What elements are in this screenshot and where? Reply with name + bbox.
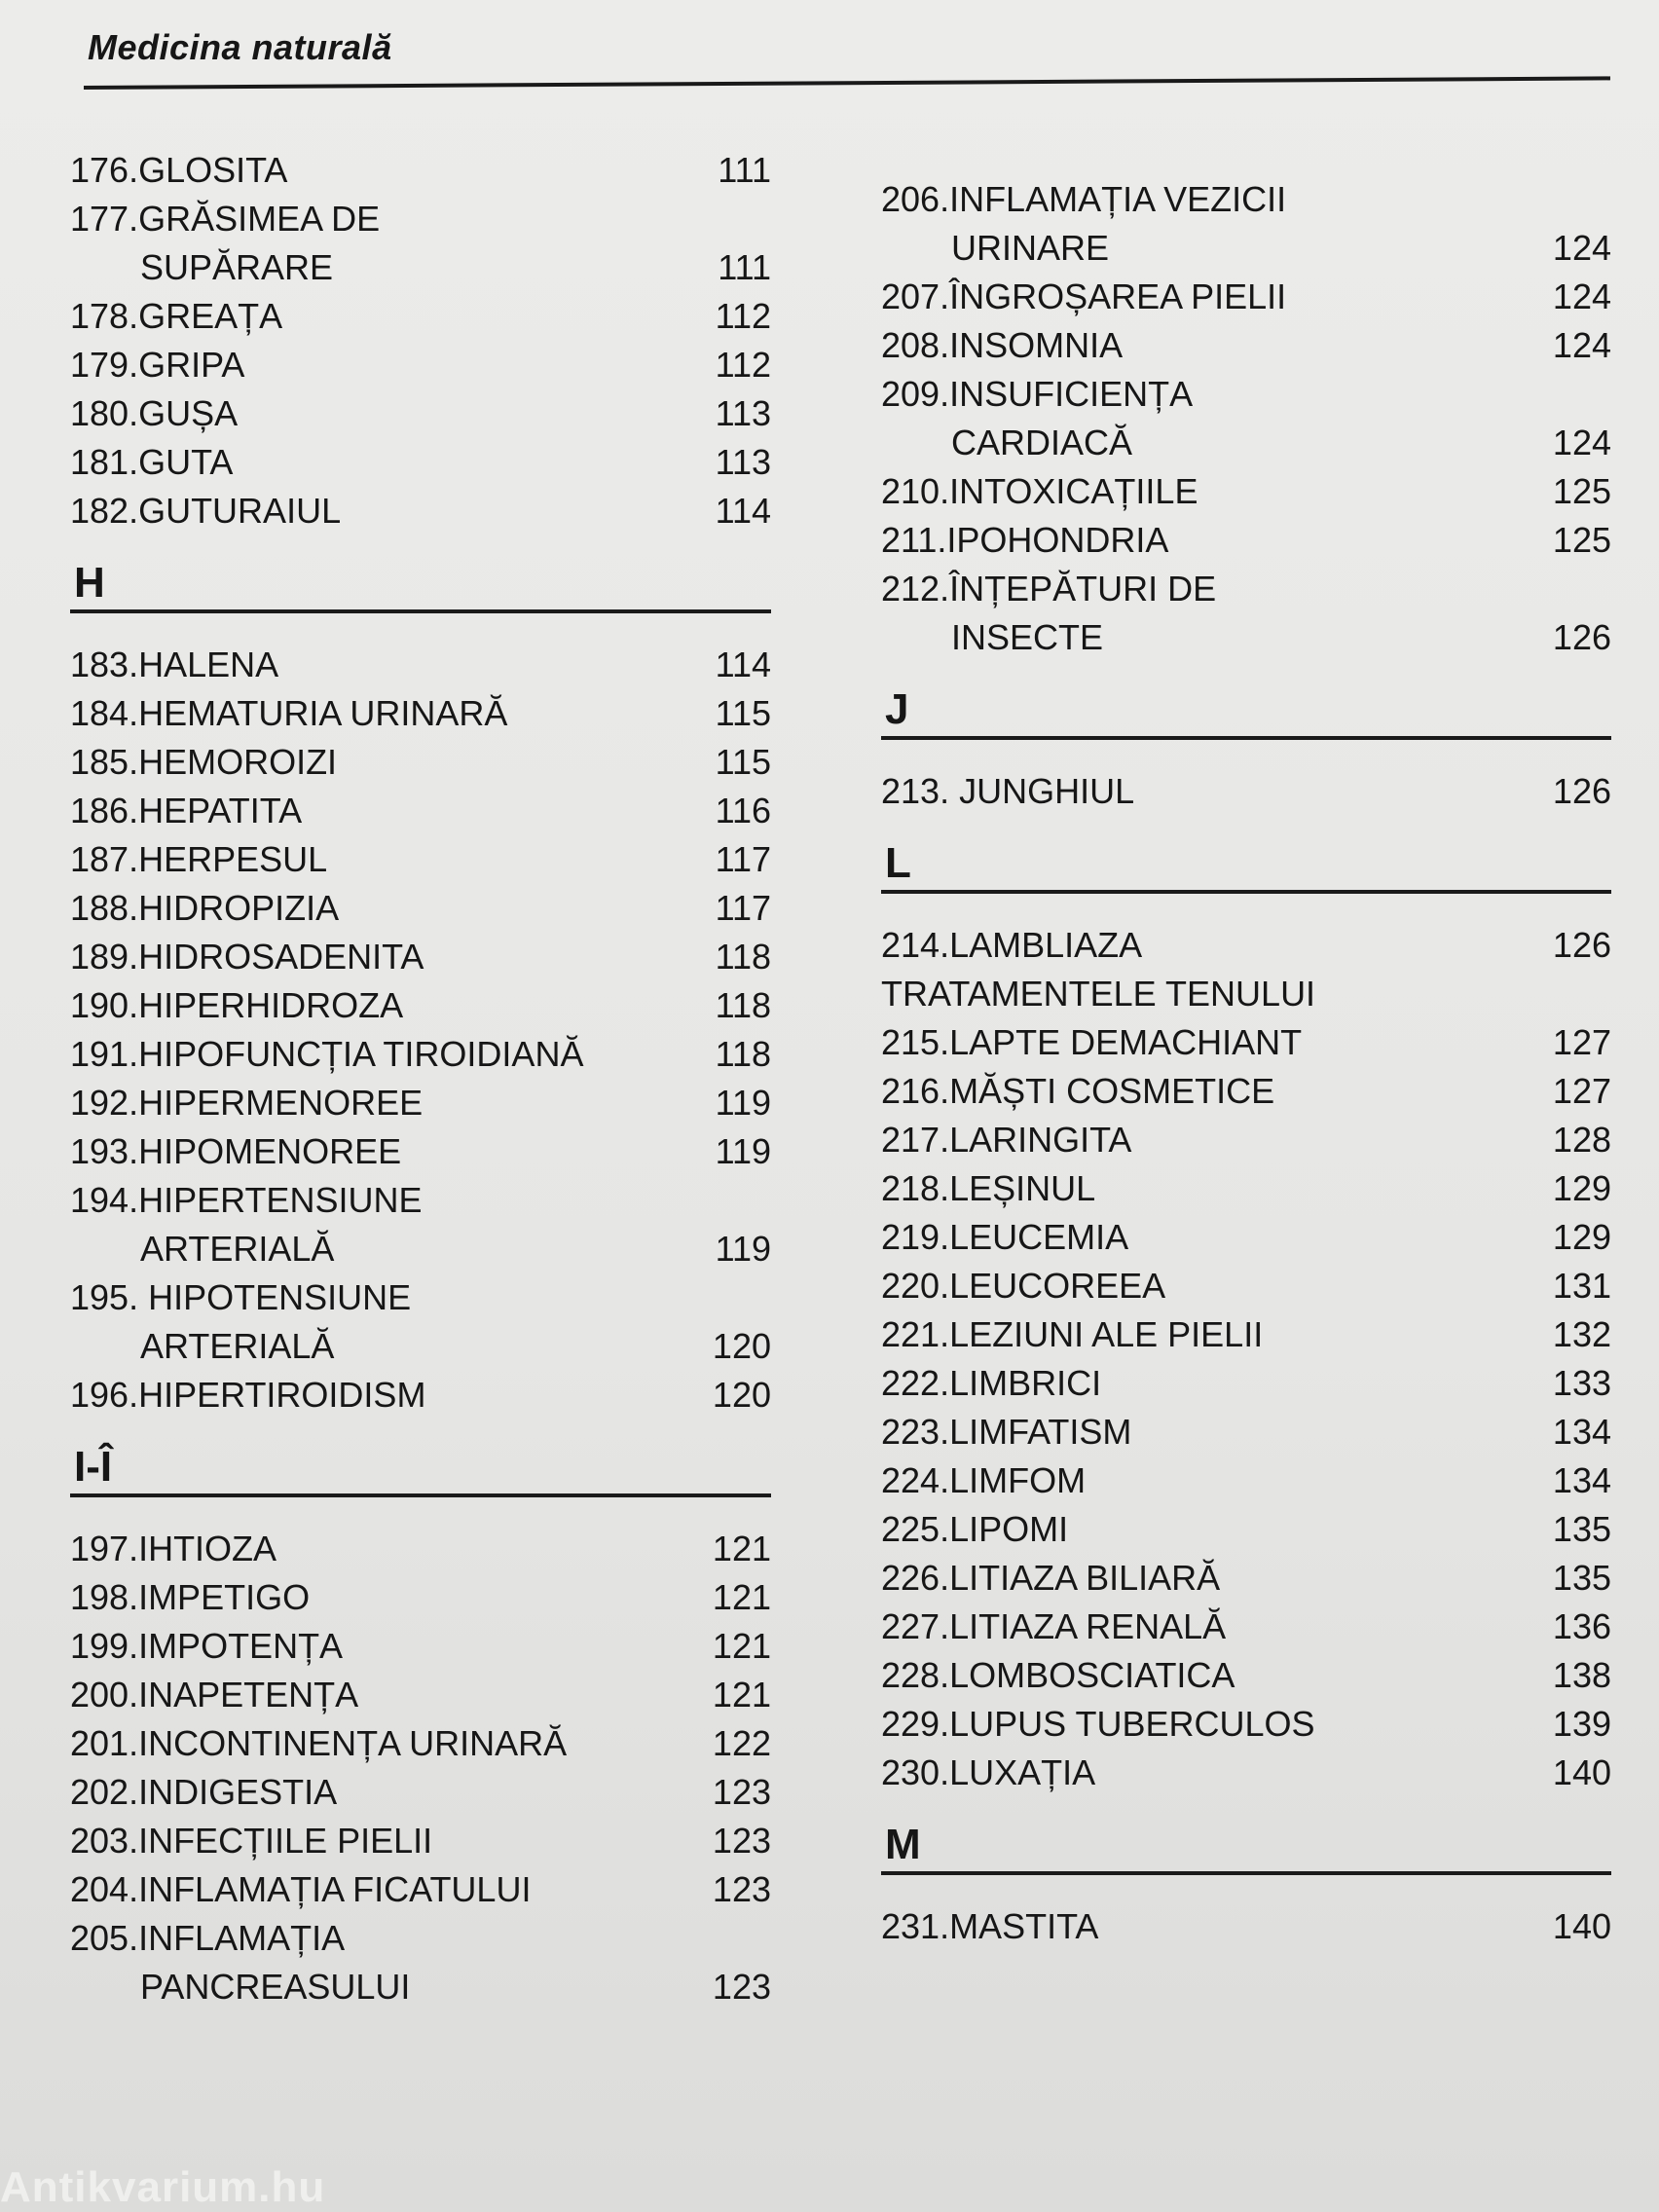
entry-title-continuation: PANCREASULUI xyxy=(140,1967,411,2007)
entry-title xyxy=(881,1700,1541,1749)
entry-page-number: 123 xyxy=(712,1869,771,1909)
entry-title-line: 220.LEUCOREEA xyxy=(881,1266,1166,1306)
entry-title-line: 185.HEMOROIZI xyxy=(70,742,338,782)
index-entry xyxy=(70,1273,771,1371)
section-heading: I-Î xyxy=(70,1419,771,1497)
index-entry xyxy=(881,1505,1611,1554)
entry-page-number: 121 xyxy=(712,1577,771,1617)
entry-title-line: 197.IHTIOZA xyxy=(70,1529,277,1568)
entry-page-number: 121 xyxy=(712,1529,771,1568)
entry-page-number: 119 xyxy=(715,1131,771,1171)
entry-title xyxy=(70,195,706,292)
entry-title xyxy=(881,1262,1541,1310)
index-column-left xyxy=(70,146,771,2011)
entry-page-number: 111 xyxy=(718,247,771,287)
index-entry xyxy=(881,1116,1611,1164)
index-entry xyxy=(70,1622,771,1671)
index-entry xyxy=(70,1127,771,1176)
index-entry xyxy=(881,1213,1611,1262)
index-entry xyxy=(881,321,1611,370)
entry-title xyxy=(70,1176,704,1273)
entry-page-number: 111 xyxy=(718,150,771,190)
entry-title xyxy=(881,565,1541,662)
entry-page-number: 134 xyxy=(1552,1460,1611,1500)
entry-page-number: 121 xyxy=(712,1675,771,1714)
entry-title-line: 221.LEZIUNI ALE PIELII xyxy=(881,1314,1264,1354)
entry-title-line: 224.LIMFOM xyxy=(881,1460,1087,1500)
index-entry xyxy=(881,516,1611,565)
entry-page-number: 117 xyxy=(715,839,771,879)
entry-title xyxy=(70,1622,701,1671)
entry-page-number: 112 xyxy=(715,296,771,336)
index-entry xyxy=(70,1079,771,1127)
entry-title xyxy=(881,1213,1541,1262)
entry-title xyxy=(881,1603,1541,1651)
entry-title xyxy=(881,1164,1541,1213)
entry-title xyxy=(881,1651,1541,1700)
entry-title-line: 198.IMPETIGO xyxy=(70,1577,311,1617)
entry-title xyxy=(70,1719,701,1768)
index-entry xyxy=(70,146,771,195)
entry-title xyxy=(70,933,704,981)
entry-title xyxy=(881,1310,1541,1359)
entry-page-number: 124 xyxy=(1552,228,1611,268)
index-entry xyxy=(70,438,771,487)
entry-title xyxy=(881,970,1600,1018)
entry-page-number: 118 xyxy=(715,937,771,977)
entry-page-number: 120 xyxy=(712,1375,771,1415)
entry-title xyxy=(70,1079,704,1127)
entry-title xyxy=(70,1671,701,1719)
entry-title-line: 228.LOMBOSCIATICA xyxy=(881,1655,1235,1695)
entry-title-line: 182.GUTURAIUL xyxy=(70,491,342,531)
entry-title-line: 206.INFLAMAȚIA VEZICII xyxy=(881,179,1287,219)
entry-page-number: 124 xyxy=(1552,276,1611,316)
entry-title-line: 195. HIPOTENSIUNE xyxy=(70,1277,412,1317)
index-entry xyxy=(881,175,1611,273)
entry-title-continuation: ARTERIALĂ xyxy=(140,1326,335,1366)
entry-title-line: 188.HIDROPIZIA xyxy=(70,888,340,928)
entry-title-line: 191.HIPOFUNCȚIA TIROIDIANĂ xyxy=(70,1034,584,1074)
entry-page-number: 112 xyxy=(715,345,771,385)
index-entry xyxy=(881,565,1611,662)
entry-title-line: 179.GRIPA xyxy=(70,345,245,385)
entry-title xyxy=(70,1573,701,1622)
entry-title xyxy=(881,370,1541,467)
entry-title-line: 199.IMPOTENȚA xyxy=(70,1626,344,1666)
entry-title-line: 180.GUȘA xyxy=(70,393,239,433)
entry-page-number: 132 xyxy=(1552,1314,1611,1354)
index-entry xyxy=(881,1700,1611,1749)
entry-title-line: 183.HALENA xyxy=(70,645,279,684)
entry-title-line: 225.LIPOMI xyxy=(881,1509,1069,1549)
entry-title xyxy=(70,787,704,835)
entry-page-number: 117 xyxy=(715,888,771,928)
entry-page-number: 119 xyxy=(715,1229,771,1269)
entry-title-line: 177.GRĂSIMEA DE xyxy=(70,199,381,239)
entry-page-number: 129 xyxy=(1552,1168,1611,1208)
entry-title-line: 212.ÎNȚEPĂTURI DE xyxy=(881,569,1217,608)
index-entry xyxy=(70,884,771,933)
entry-title-line: 189.HIDROSADENITA xyxy=(70,937,424,977)
index-entry xyxy=(70,738,771,787)
index-entry xyxy=(70,195,771,292)
entry-page-number: 125 xyxy=(1552,471,1611,511)
entry-title-line: 230.LUXAȚIA xyxy=(881,1752,1096,1792)
entry-title xyxy=(881,1408,1541,1456)
index-entry xyxy=(70,689,771,738)
index-entry xyxy=(881,1067,1611,1116)
index-entry xyxy=(70,1817,771,1865)
entry-page-number: 126 xyxy=(1552,771,1611,811)
entry-title-line: 211.IPOHONDRIA xyxy=(881,520,1169,560)
entry-page-number: 115 xyxy=(715,742,771,782)
section-heading: J xyxy=(881,662,1611,740)
entry-title-line: 205.INFLAMAȚIA xyxy=(70,1918,346,1958)
entry-title-continuation: SUPĂRARE xyxy=(140,247,334,287)
index-entry xyxy=(881,1902,1611,1951)
entry-title-line: 208.INSOMNIA xyxy=(881,325,1124,365)
entry-title xyxy=(881,1116,1541,1164)
index-entry xyxy=(881,1603,1611,1651)
entry-page-number: 123 xyxy=(712,1821,771,1861)
entry-page-number: 138 xyxy=(1552,1655,1611,1695)
entry-title-continuation: URINARE xyxy=(951,228,1110,268)
entry-page-number: 115 xyxy=(715,693,771,733)
index-entry xyxy=(70,389,771,438)
entry-title-line: 226.LITIAZA BILIARĂ xyxy=(881,1558,1221,1598)
entry-page-number: 124 xyxy=(1552,325,1611,365)
index-entry xyxy=(881,970,1611,1018)
entry-page-number: 113 xyxy=(715,442,771,482)
entry-title-line: 204.INFLAMAȚIA FICATULUI xyxy=(70,1869,532,1909)
entry-title-line: 200.INAPETENȚA xyxy=(70,1675,359,1714)
watermark: Antikvarium.hu xyxy=(0,2163,326,2211)
entry-title xyxy=(70,487,704,535)
entry-page-number: 121 xyxy=(712,1626,771,1666)
entry-title-line: 231.MASTITA xyxy=(881,1906,1099,1946)
entry-title xyxy=(70,1030,704,1079)
index-entry xyxy=(70,1719,771,1768)
index-column-right xyxy=(881,175,1611,1951)
index-entry xyxy=(70,1030,771,1079)
entry-title xyxy=(70,1914,701,2011)
entry-title-line: 210.INTOXICAȚIILE xyxy=(881,471,1198,511)
index-entry xyxy=(881,1651,1611,1700)
entry-title xyxy=(881,1456,1541,1505)
entry-page-number: 118 xyxy=(715,985,771,1025)
entry-title-line: 217.LARINGITA xyxy=(881,1120,1132,1160)
entry-title-line: 213. JUNGHIUL xyxy=(881,771,1135,811)
entry-page-number: 136 xyxy=(1552,1606,1611,1646)
entry-title xyxy=(70,1525,701,1573)
entry-title-line: 194.HIPERTENSIUNE xyxy=(70,1180,423,1220)
entry-page-number: 134 xyxy=(1552,1412,1611,1452)
entry-title-line: 192.HIPERMENOREE xyxy=(70,1083,424,1123)
entry-title xyxy=(70,835,704,884)
entry-title xyxy=(70,738,704,787)
entry-page-number: 131 xyxy=(1552,1266,1611,1306)
entry-title xyxy=(70,689,704,738)
entry-page-number: 140 xyxy=(1552,1752,1611,1792)
index-entry xyxy=(881,1262,1611,1310)
index-entry xyxy=(881,273,1611,321)
entry-title xyxy=(881,1067,1541,1116)
index-entry xyxy=(70,981,771,1030)
index-entry xyxy=(881,1359,1611,1408)
entry-title-continuation: INSECTE xyxy=(951,617,1104,657)
index-entry xyxy=(70,1671,771,1719)
entry-page-number: 123 xyxy=(712,1772,771,1812)
entry-title xyxy=(70,1371,701,1419)
entry-page-number: 133 xyxy=(1552,1363,1611,1403)
entry-title xyxy=(881,273,1541,321)
index-entry xyxy=(881,370,1611,467)
entry-title xyxy=(70,1865,701,1914)
entry-title-line: 186.HEPATITA xyxy=(70,791,303,830)
entry-title-line: 196.HIPERTIROIDISM xyxy=(70,1375,426,1415)
entry-title xyxy=(70,341,704,389)
running-header-title: Medicina naturală xyxy=(88,27,392,67)
index-entry xyxy=(70,835,771,884)
section-heading: M xyxy=(881,1797,1611,1875)
entry-page-number: 118 xyxy=(715,1034,771,1074)
entry-title-line: 223.LIMFATISM xyxy=(881,1412,1132,1452)
entry-title xyxy=(70,438,704,487)
index-entry xyxy=(70,1573,771,1622)
entry-title-line: 209.INSUFICIENȚA xyxy=(881,374,1194,414)
entry-title xyxy=(70,641,704,689)
entry-title xyxy=(881,1554,1541,1603)
entry-page-number: 127 xyxy=(1552,1022,1611,1062)
entry-page-number: 119 xyxy=(715,1083,771,1123)
index-entry xyxy=(881,1164,1611,1213)
entry-title-line: TRATAMENTELE TENULUI xyxy=(881,974,1316,1014)
index-entry xyxy=(70,341,771,389)
entry-page-number: 135 xyxy=(1552,1558,1611,1598)
entry-page-number: 123 xyxy=(712,1967,771,2007)
index-entry xyxy=(70,1525,771,1573)
entry-page-number: 120 xyxy=(712,1326,771,1366)
entry-title xyxy=(70,981,704,1030)
entry-title xyxy=(70,292,704,341)
entry-title-line: 207.ÎNGROȘAREA PIELII xyxy=(881,276,1287,316)
entry-title-line: 201.INCONTINENȚA URINARĂ xyxy=(70,1723,568,1763)
entry-page-number: 114 xyxy=(715,491,771,531)
index-entry xyxy=(881,1408,1611,1456)
entry-title-line: 178.GREAȚA xyxy=(70,296,283,336)
entry-title xyxy=(70,1768,701,1817)
entry-title-line: 215.LAPTE DEMACHIANT xyxy=(881,1022,1303,1062)
entry-page-number: 124 xyxy=(1552,423,1611,462)
index-entry xyxy=(70,787,771,835)
entry-title xyxy=(70,389,704,438)
entry-title xyxy=(881,1505,1541,1554)
index-entry xyxy=(70,1914,771,2011)
entry-title-continuation: ARTERIALĂ xyxy=(140,1229,335,1269)
index-entry xyxy=(70,933,771,981)
entry-title xyxy=(881,767,1541,816)
section-heading: H xyxy=(70,535,771,613)
entry-title xyxy=(70,1273,701,1371)
section-heading: L xyxy=(881,816,1611,894)
entry-title xyxy=(881,467,1541,516)
entry-page-number: 114 xyxy=(715,645,771,684)
entry-title-line: 214.LAMBLIAZA xyxy=(881,925,1143,965)
entry-title-line: 202.INDIGESTIA xyxy=(70,1772,338,1812)
entry-title-line: 216.MĂȘTI COSMETICE xyxy=(881,1071,1275,1111)
index-entry xyxy=(881,921,1611,970)
entry-title xyxy=(881,516,1541,565)
index-entry xyxy=(70,487,771,535)
entry-title-line: 227.LITIAZA RENALĂ xyxy=(881,1606,1227,1646)
index-entry xyxy=(881,1749,1611,1797)
index-entry xyxy=(70,292,771,341)
index-entry xyxy=(70,641,771,689)
entry-title xyxy=(881,1359,1541,1408)
entry-page-number: 140 xyxy=(1552,1906,1611,1946)
entry-page-number: 129 xyxy=(1552,1217,1611,1257)
entry-page-number: 122 xyxy=(712,1723,771,1763)
entry-title xyxy=(70,1817,701,1865)
entry-title xyxy=(881,1018,1541,1067)
entry-title xyxy=(881,1749,1541,1797)
entry-page-number: 125 xyxy=(1552,520,1611,560)
index-entry xyxy=(881,767,1611,816)
entry-title-line: 222.LIMBRICI xyxy=(881,1363,1102,1403)
index-entry xyxy=(70,1371,771,1419)
entry-title-line: 203.INFECȚIILE PIELII xyxy=(70,1821,433,1861)
entry-page-number: 113 xyxy=(715,393,771,433)
entry-title-line: 219.LEUCEMIA xyxy=(881,1217,1129,1257)
entry-page-number: 116 xyxy=(715,791,771,830)
entry-title xyxy=(70,884,704,933)
entry-title xyxy=(881,175,1541,273)
entry-page-number: 128 xyxy=(1552,1120,1611,1160)
entry-page-number: 126 xyxy=(1552,617,1611,657)
entry-page-number: 139 xyxy=(1552,1704,1611,1744)
index-entry xyxy=(70,1865,771,1914)
entry-title-line: 184.HEMATURIA URINARĂ xyxy=(70,693,508,733)
entry-title-line: 218.LEȘINUL xyxy=(881,1168,1096,1208)
index-entry xyxy=(70,1768,771,1817)
entry-title xyxy=(70,1127,704,1176)
entry-page-number: 135 xyxy=(1552,1509,1611,1549)
entry-title-line: 190.HIPERHIDROZA xyxy=(70,985,404,1025)
entry-title-continuation: CARDIACĂ xyxy=(951,423,1133,462)
entry-title xyxy=(881,321,1541,370)
entry-title-line: 193.HIPOMENOREE xyxy=(70,1131,402,1171)
entry-title-line: 181.GUTA xyxy=(70,442,234,482)
index-entry xyxy=(70,1176,771,1273)
header-rule xyxy=(84,76,1610,90)
index-entry xyxy=(881,1018,1611,1067)
index-entry xyxy=(881,467,1611,516)
index-entry xyxy=(881,1310,1611,1359)
entry-page-number: 126 xyxy=(1552,925,1611,965)
entry-title-line: 229.LUPUS TUBERCULOS xyxy=(881,1704,1315,1744)
entry-title xyxy=(881,1902,1541,1951)
index-entry xyxy=(881,1456,1611,1505)
entry-page-number: 127 xyxy=(1552,1071,1611,1111)
entry-title xyxy=(881,921,1541,970)
entry-title xyxy=(70,146,706,195)
index-entry xyxy=(881,1554,1611,1603)
entry-title-line: 176.GLOSITA xyxy=(70,150,288,190)
entry-title-line: 187.HERPESUL xyxy=(70,839,328,879)
